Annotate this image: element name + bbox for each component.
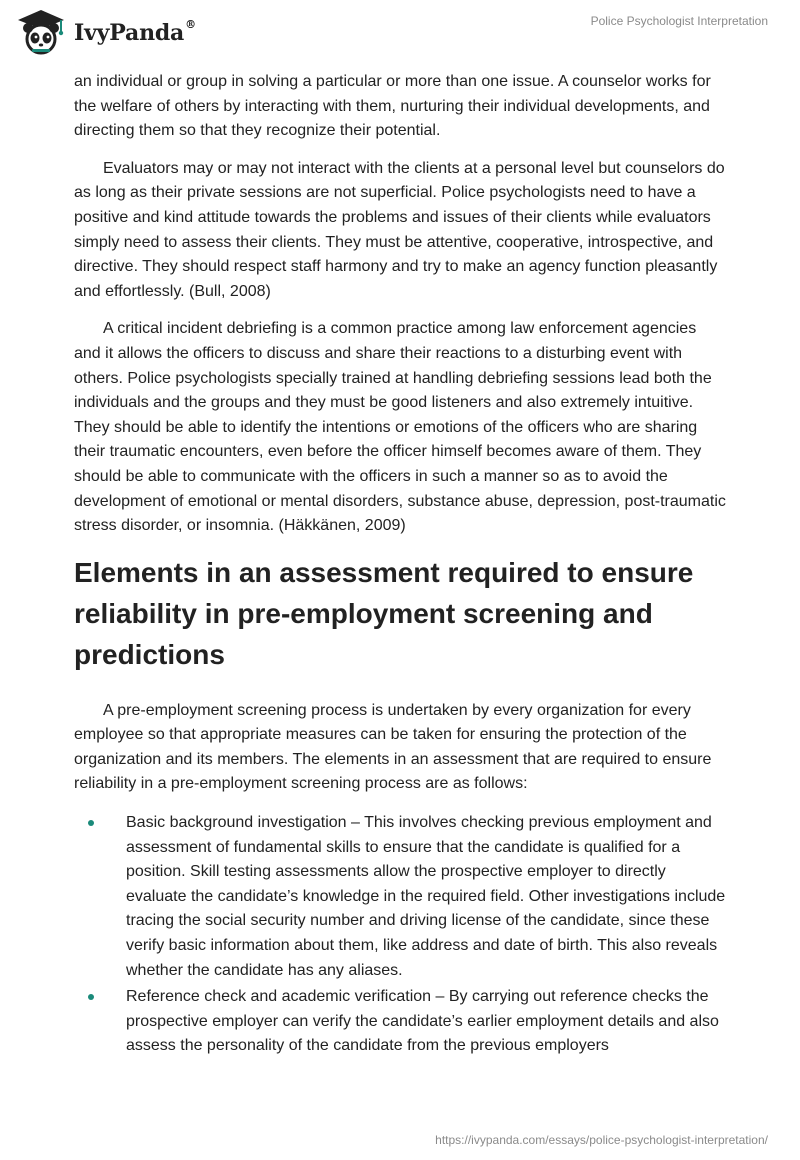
registered-mark: ® (185, 18, 196, 31)
list-item-text: Basic background investigation – This involves checking previous employment and assessment of fundamental skills to ensure that the candidate is qualified for a position. Skill testing assessments allow the prospective employer to directly evaluate the candidate’s knowledge in the required field. Other investigations include tracing the social security number and driving license of the candidate, since these verify basic information about them, like address and date of birth. This also reveals whether the candidate has any aliases. (126, 814, 726, 979)
list-item (74, 985, 726, 1059)
source-url-link[interactable]: https://ivypanda.com/essays/police-psychologist-interpretation/ (435, 1133, 768, 1147)
essay-content (74, 70, 726, 1061)
paragraph-debriefing: A critical incident debriefing is a common practice among law enforcement agencies and it allows the officers to discuss and share their reactions to a disturbing event with others. Police psychologists specially trained at handling debriefing sessions lead both the individuals and the groups and they must be good listeners and also extremely intuitive. They should be able to identify the intentions or emotions of the officers who are sharing their traumatic encounters, even before the officer himself becomes aware of them. They should be able to communicate with the officers in such a manner so as to avoid the development of emotional or mental disorders, substance abuse, depression, post-traumatic stress disorder, or insomnia. (Häkkänen, 2009) (74, 320, 726, 535)
paragraph-continued: an individual or group in solving a particular or more than one issue. A counselor works for the welfare of others by interacting with them, nurturing their individual developments, and directing them so that they recognize their potential. (74, 73, 711, 140)
bullet-icon (88, 994, 94, 1000)
brand-name: IvyPanda® (74, 18, 196, 46)
bullet-icon (88, 820, 94, 826)
list-item-text: Reference check and academic verification – By carrying out reference checks the prospective employer can verify the candidate’s earlier employment details and also assess the personality of the candidate from the previous employers (126, 988, 719, 1055)
panda-graduate-icon (14, 8, 68, 56)
paragraph-screening-intro: A pre-employment screening process is undertaken by every organization for every employee so that appropriate measures can be taken for ensuring the protection of the organization and its members. The elements in an assessment that are required to ensure reliability in a pre-employment screening process are as follows: (74, 701, 712, 793)
running-title: Police Psychologist Interpretation (590, 14, 768, 28)
page-header (0, 0, 800, 72)
elements-list (74, 811, 726, 1059)
ivypanda-logo[interactable] (14, 8, 196, 56)
paragraph-evaluators: Evaluators may or may not interact with the clients at a personal level but counselors do as long as their private sessions are not superficial. Police psychologists need to have a positive and kind attitude towards the problems and issues of their clients while evaluators simply need to assess their clients. They must be attentive, cooperative, introspective, and directive. They should respect staff harmony and try to make an agency function pleasantly and effortlessly. (Bull, 2008) (74, 159, 725, 300)
list-item (74, 811, 726, 983)
section-heading: Elements in an assessment required to ensure reliability in pre-employment screening and predictions (74, 556, 694, 670)
